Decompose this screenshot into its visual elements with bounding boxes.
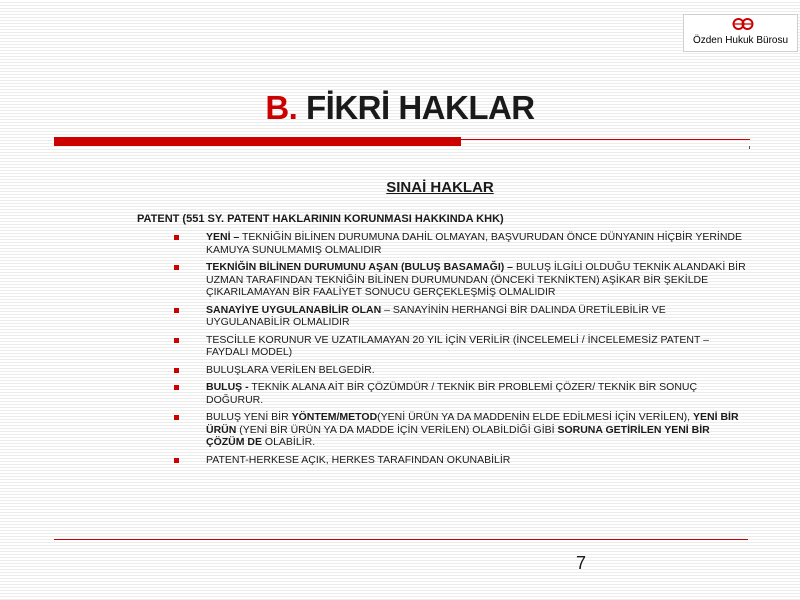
slide-title-prefix: B.: [265, 89, 298, 126]
list-item-bold: YENİ –: [206, 231, 240, 243]
square-bullet-icon: [174, 458, 179, 463]
list-item-text: BULUŞ YENİ BİR: [206, 411, 292, 423]
list-item: [170, 261, 750, 299]
patent-heading: PATENT (551 SY. PATENT HAKLARININ KORUNMASI HAKKINDA KHK): [137, 213, 504, 225]
list-item-bold: BULUŞ -: [206, 381, 249, 393]
list-item: [170, 364, 750, 377]
square-bullet-icon: [174, 235, 179, 240]
list-item: [170, 304, 750, 329]
slide-title-text: FİKRİ HAKLAR: [306, 89, 535, 126]
square-bullet-icon: [174, 368, 179, 373]
list-item-bold: YÖNTEM/METOD: [291, 411, 378, 423]
title-rule-thick: [54, 137, 461, 146]
list-item: [170, 334, 750, 359]
square-bullet-icon: [174, 265, 179, 270]
list-item-text: BULUŞ İLGİLİ OLDUĞU TEKNİK ALANDAKİ BİR UZMAN TARAFINDAN TEKNİĞİN BİLİNEN DURUMUNDAN (ÖNCEKİ TEKNİKTEN) AŞİKAR BİR ŞEKİLDE ÇIKARILAMAYAN BİR FAALİYET SONUCU GERÇEKLEŞMİŞ OLMALIDIR: [206, 261, 746, 298]
firm-logo: [683, 14, 798, 52]
section-subtitle: SINAİ HAKLAR: [386, 179, 494, 196]
list-item-text: PATENT-HERKESE AÇIK, HERKES TARAFINDAN OKUNABİLİR: [206, 453, 511, 466]
square-bullet-icon: [174, 338, 179, 343]
list-item-bold: TEKNİĞİN BİLİNEN DURUMUNU AŞAN (BULUŞ BASAMAĞI) –: [206, 261, 514, 273]
list-item-text: BULUŞLARA VERİLEN BELGEDİR.: [206, 363, 375, 376]
square-bullet-icon: [174, 308, 179, 313]
list-item-text: OLABİLİR.: [262, 436, 316, 448]
title-rule-thin: [461, 139, 750, 140]
square-bullet-icon: [174, 415, 179, 420]
list-item: [170, 231, 750, 256]
slide-title: [0, 88, 800, 128]
square-bullet-icon: [174, 385, 179, 390]
list-item: [170, 411, 750, 449]
bullet-list: [170, 231, 750, 471]
footer-rule: [54, 539, 748, 540]
page-number: 7: [576, 553, 587, 573]
list-item: [170, 454, 750, 467]
title-rule-tick: [749, 146, 750, 149]
list-item-text: – SANAYİNİN HERHANGİ BİR DALINDA ÜRETİLEBİLİR VE UYGULANABİLİR OLMALIDIR: [206, 303, 666, 328]
list-item-bold: SANAYİYE UYGULANABİLİR OLAN: [206, 303, 382, 316]
list-item-text: (YENİ ÜRÜN YA DA MADDENİN ELDE EDİLMESİ İÇİN VERİLEN),: [377, 411, 694, 423]
list-item: [170, 381, 750, 406]
list-item-text: TEKNİĞİN BİLİNEN DURUMUNA DAHİL OLMAYAN, BAŞVURUDAN ÖNCE DÜNYANIN HİÇBİR YERİNDE KAMUYA SUNULMAMIŞ OLMALIDIR: [206, 231, 742, 256]
list-item-bold: SORUNA GETİRİLEN YENİ BİR ÇÖZÜM DE: [206, 423, 710, 448]
list-item-text: (YENİ BİR ÜRÜN YA DA MADDE İÇİN VERİLEN) OLABİLDİĞİ GİBİ: [236, 423, 558, 436]
list-item-text: TESCİLLE KORUNUR VE UZATILAMAYAN 20 YIL İÇİN VERİLİR (İNCELEMELİ / İNCELEMESİZ PATENT –FAYDALI MODEL): [206, 333, 709, 358]
list-item-bold: YENİ BİR ÜRÜN: [206, 411, 739, 436]
firm-logo-text: Özden Hukuk Bürosu: [692, 35, 789, 46]
double-ring-logo-icon: [730, 17, 756, 31]
list-item-text: TEKNİK ALANA AİT BİR ÇÖZÜMDÜR / TEKNİK BİR PROBLEMİ ÇÖZER/ TEKNİK BİR SONUÇ DOĞURUR.: [206, 381, 698, 406]
